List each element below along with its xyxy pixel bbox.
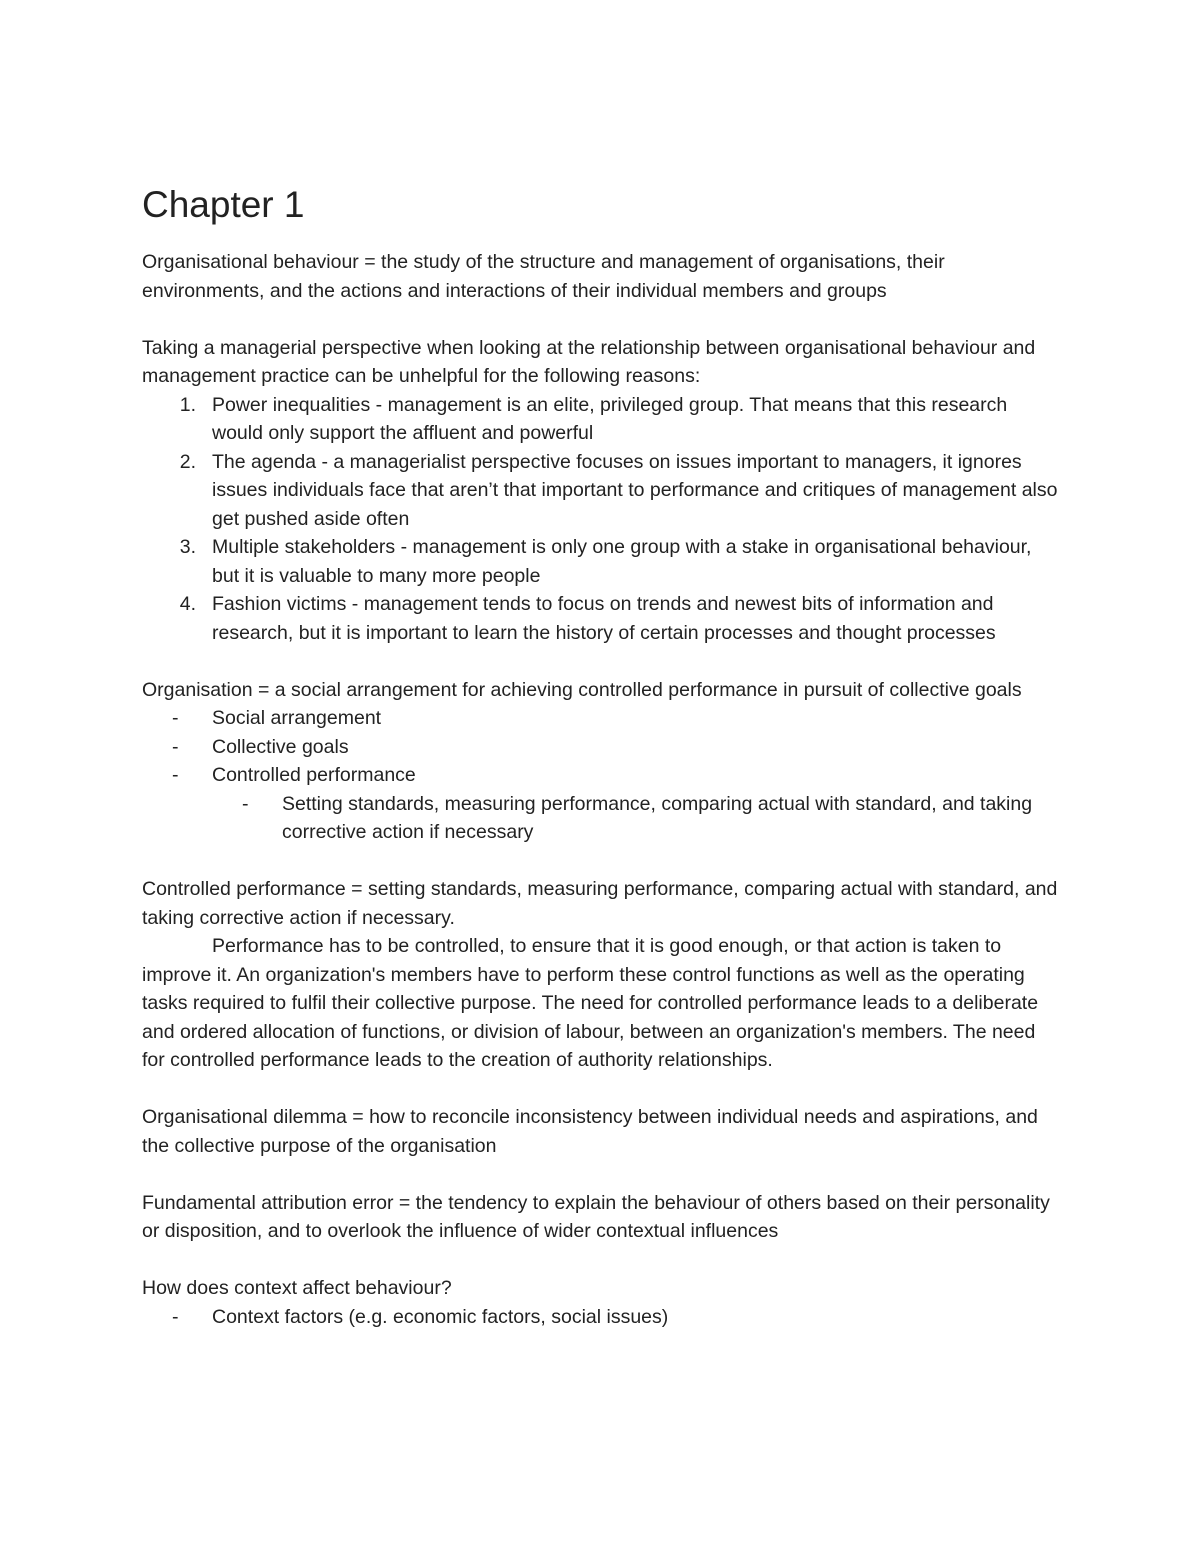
dash-bullet: - <box>172 735 179 758</box>
dash-bullet: - <box>172 764 179 786</box>
dash-bullet: - <box>172 707 179 729</box>
list-item <box>142 761 1062 790</box>
list-item <box>142 590 1062 647</box>
list-item-text: The agenda - a managerialist perspective focuses on issues important to managers, it ignores issues individuals face that aren’t that important to performance and critiques of management also get pushed aside often <box>212 450 1058 530</box>
chapter-title: Chapter 1 <box>142 184 305 225</box>
list-item-text: Setting standards, measuring performance, comparing actual with standard, and taking corrective action if necessary <box>282 792 1033 843</box>
list-item <box>142 704 1062 733</box>
context-question: How does context affect behaviour? <box>142 1277 452 1299</box>
list-item-text: Power inequalities - management is an elite, privileged group. That means that this research would only support the affluent and powerful <box>212 393 1008 444</box>
list-item <box>142 1303 1062 1332</box>
controlled-performance-explanation: Performance has to be controlled, to ensure that it is good enough, or that action is taken to improve it. An organization's members have to perform these control functions as well as the operating tasks required to fulfil their collective purpose. The need for controlled performance leads to a deliberate and ordered allocation of functions, or division of labour, between an organization's members. The need for controlled performance leads to the creation of authority relationships. <box>142 935 1039 1071</box>
sub-list-item <box>142 790 1062 847</box>
list-item <box>142 733 1062 762</box>
dash-bullet: - <box>242 792 249 815</box>
list-item-text: Context factors (e.g. economic factors, social issues) <box>212 1305 669 1328</box>
list-item-text: Fashion victims - management tends to focus on trends and newest bits of information and research, but it is important to learn the history of certain processes and thought processes <box>212 593 996 644</box>
list-item <box>142 391 1062 448</box>
managerial-perspective-intro: Taking a managerial perspective when looking at the relationship between organisational behaviour and management practice can be unhelpful for the following reasons: <box>142 336 1036 387</box>
list-number: 1. <box>179 393 196 416</box>
controlled-performance-definition: Controlled performance = setting standards, measuring performance, comparing actual with standard, and taking corrective action if necessary. <box>142 878 1058 929</box>
document-page <box>142 180 1062 1331</box>
attribution-error-definition: Fundamental attribution error = the tendency to explain the behaviour of others based on their personality or disposition, and to overlook the influence of wider contextual influences <box>142 1191 1050 1242</box>
list-item-text: Collective goals <box>212 735 349 758</box>
ob-definition: Organisational behaviour = the study of the structure and management of organisations, their environments, and the actions and interactions of their individual members and groups <box>142 251 945 302</box>
list-number: 4. <box>179 593 196 615</box>
list-item-text: Social arrangement <box>212 707 382 729</box>
dash-bullet: - <box>172 1305 179 1328</box>
list-item-text: Multiple stakeholders - management is only one group with a stake in organisational behaviour, but it is valuable to many more people <box>212 536 1032 587</box>
list-number: 2. <box>179 450 196 473</box>
list-item <box>142 533 1062 590</box>
reasons-list <box>142 391 1062 648</box>
list-number: 3. <box>179 536 196 558</box>
context-list <box>142 1303 1062 1332</box>
organisation-definition: Organisation = a social arrangement for achieving controlled performance in pursuit of collective goals <box>142 678 1022 701</box>
list-item <box>142 448 1062 534</box>
list-item-text: Controlled performance <box>212 764 416 786</box>
organisation-list <box>142 704 1062 847</box>
organisational-dilemma-definition: Organisational dilemma = how to reconcile inconsistency between individual needs and aspirations, and the collective purpose of the organisation <box>142 1106 1038 1157</box>
